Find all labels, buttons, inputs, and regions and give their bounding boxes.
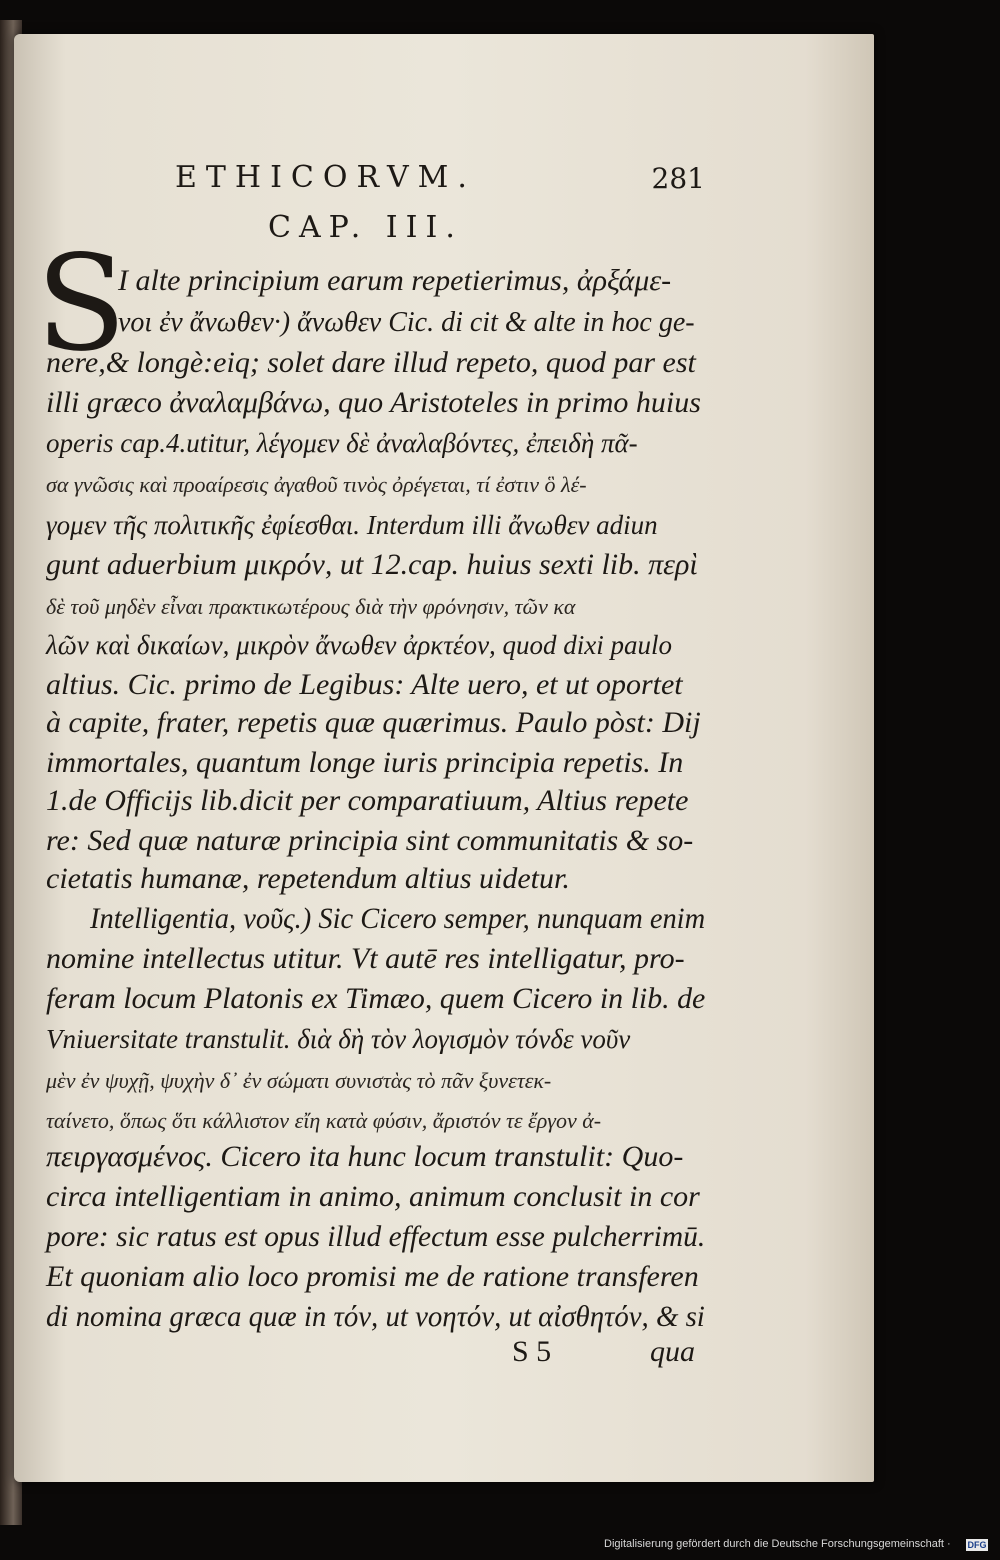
text-line: λῶν καὶ δικαίων, μικρὸν ἄνωθεν ἀρκτέον, quod dixi paulo [46,630,673,660]
text-line: Intelligentia, νοῦς.) Sic Cicero semper, nunquam enim [90,902,706,935]
digitization-credit: Digitalisierung gefördert durch die Deutsche Forschungsgemeinschaft · [604,1538,951,1550]
running-head [175,160,705,200]
text-line: Vniuersitate transtulit. διὰ δὴ τὸν λογισμὸν τόνδε νοῦν [46,1024,631,1054]
chapter-heading: CAP. III. [268,210,463,245]
page-number: 281 [651,162,705,195]
text-line: immortales, quantum longe iuris principia repetis. In [46,746,684,779]
text-line: altius. Cic. primo de Legibus: Alte uero, et ut oportet [46,668,683,701]
text-line: νοι ἐν ἄνωθεν·) ἄνωθεν Cic. di cit & alte in hoc ge- [118,307,695,338]
signature-mark: S 5 [512,1335,552,1368]
text-line: μὲν ἐν ψυχῇ, ψυχὴν δ᾽ ἐν σώματι συνιστὰς τὸ πᾶν ξυνετεκ- [46,1068,552,1093]
text-line: operis cap.4.utitur, λέγομεν δὲ ἀναλαβόντες, ἐπειδὴ πᾶ- [46,428,638,458]
text-line: re: Sed quæ naturæ principia sint communitatis & so- [46,824,694,857]
text-line: illi græco ἀναλαμβάνω, quo Aristoteles in primo huius [46,386,701,419]
running-title: ETHICORVM. [175,160,476,195]
drop-cap-initial: S [36,227,127,381]
text-line: δὲ τοῦ μηδὲν εἶναι πρακτικωτέρους διὰ τὴν φρόνησιν, τῶν κα [46,594,576,619]
catchword: qua [650,1335,695,1368]
dfg-logo: DFG [967,1540,987,1550]
text-line: ταίνετο, ὅπως ὅτι κάλλιστον εἴη κατὰ φύσιν, ἄριστόν τε ἔργον ἀ- [46,1108,602,1133]
text-line: πειργασμένος. Cicero ita hunc locum transtulit: Quo- [46,1140,684,1173]
text-line: I alte principium earum repetierimus, ἀρξάμε- [118,264,672,297]
text-line: nere,& longè:eiq; solet dare illud repeto, quod par est [46,346,696,379]
text-line: cietatis humanæ, repetendum altius uidetur. [46,862,570,895]
text-line: γομεν τῆς πολιτικῆς ἐφίεσθαι. Interdum illi ἄνωθεν adiun [46,510,658,540]
text-line: à capite, frater, repetis quæ quærimus. Paulo pòst: Dij [46,706,701,739]
text-line: Et quoniam alio loco promisi me de ratione transferen [46,1260,699,1293]
text-line: gunt aduerbium μικρόν, ut 12.cap. huius sexti lib. περὶ [46,548,698,581]
text-line: di nomina græca quæ in τόν, ut νοητόν, ut αἰσθητόν, & si [46,1300,705,1333]
text-line: σα γνῶσις καὶ προαίρεσις ἀγαθοῦ τινὸς ὀρέγεται, τί ἐστιν ὃ λέ- [46,472,587,497]
text-line: feram locum Platonis ex Timæo, quem Cicero in lib. de [46,982,706,1015]
text-line: 1.de Officijs lib.dicit per comparatiuum, Altius repete [46,784,689,817]
text-line: circa intelligentiam in animo, animum conclusit in cor [46,1180,700,1213]
text-line: pore: sic ratus est opus illud effectum esse pulcherrimū. [46,1220,706,1253]
text-line: nomine intellectus utitur. Vt autē res intelligatur, pro- [46,942,685,975]
